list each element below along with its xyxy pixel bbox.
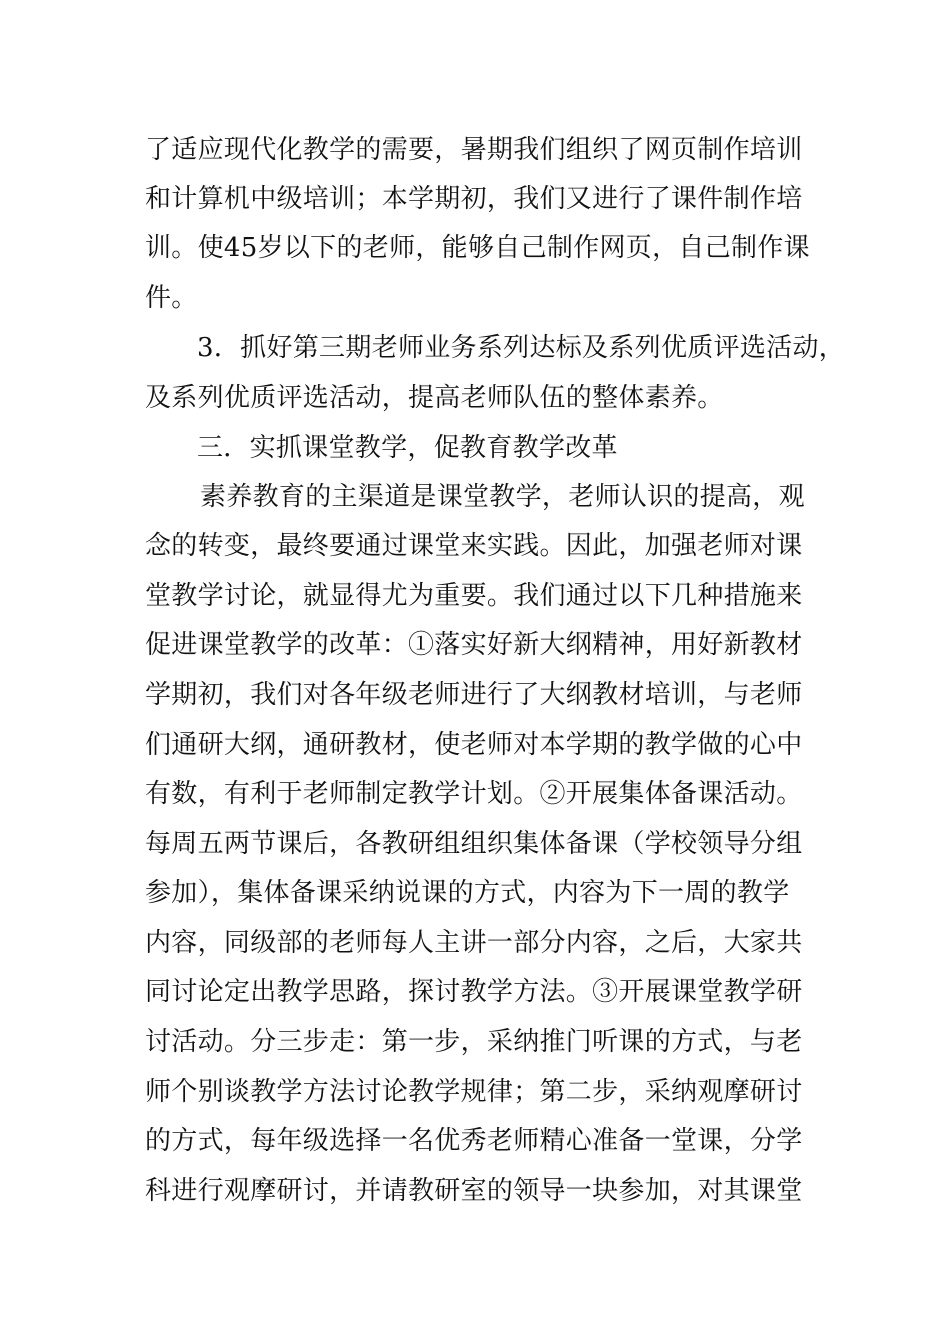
text-line: 每周五两节课后，各教研组组织集体备课（学校领导分组 <box>145 829 803 859</box>
text-line: 了适应现代化教学的需要，暑期我们组织了网页制作培训 <box>145 135 803 165</box>
text-line: 讨活动。分三步走：第一步，采纳推门听课的方式，与老 <box>145 1027 803 1057</box>
text-line: 有数，有利于老师制定教学计划。②开展集体备课活动。 <box>145 779 803 809</box>
text-line: 促进课堂教学的改革：①落实好新大纲精神，用好新教材 <box>145 630 803 660</box>
text-line: 的方式，每年级选择一名优秀老师精心准备一堂课，分学 <box>145 1126 803 1156</box>
text-line: 件。 <box>145 283 198 313</box>
paragraph-start: 素养教育的主渠道是课堂教学，老师认识的提高，观 <box>200 482 805 512</box>
text-line: 学期初，我们对各年级老师进行了大纲教材培训，与老师 <box>145 680 803 710</box>
text-line: 们通研大纲，通研教材，使老师对本学期的教学做的心中 <box>145 730 803 760</box>
text-line: 内容，同级部的老师每人主讲一部分内容，之后，大家共 <box>145 928 803 958</box>
section-heading-3: 三．实抓课堂教学，促教育教学改革 <box>197 433 618 463</box>
text-line: 同讨论定出教学思路，探讨教学方法。③开展课堂教学研 <box>145 977 803 1007</box>
text-line: 念的转变，最终要通过课堂来实践。因此，加强老师对课 <box>145 531 803 561</box>
text-line: 堂教学讨论，就显得尤为重要。我们通过以下几种措施来 <box>145 581 803 611</box>
text-line: 训。使45岁以下的老师，能够自己制作网页，自己制作课 <box>145 233 810 263</box>
text-line: 及系列优质评选活动，提高老师队伍的整体素养。 <box>145 383 724 413</box>
list-item-3: 3．抓好第三期老师业务系列达标及系列优质评选活动， <box>197 333 846 363</box>
text-line: 参加），集体备课采纳说课的方式，内容为下一周的教学 <box>145 878 790 908</box>
text-line: 科进行观摩研讨，并请教研室的领导一块参加，对其课堂 <box>145 1176 803 1206</box>
text-line: 和计算机中级培训；本学期初，我们又进行了课件制作培 <box>145 184 803 214</box>
text-line: 师个别谈教学方法讨论教学规律；第二步，采纳观摩研讨 <box>145 1077 803 1107</box>
